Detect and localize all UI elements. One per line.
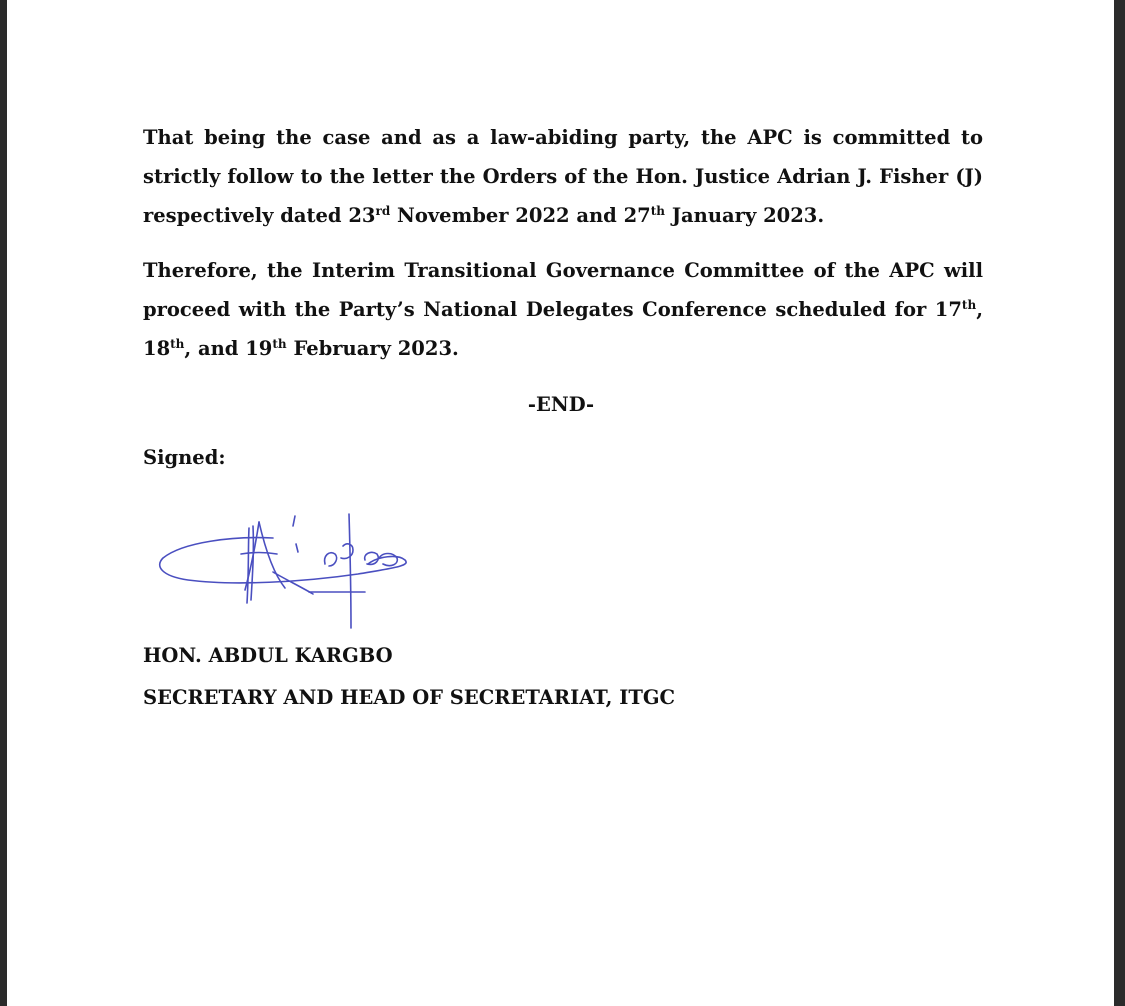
paragraph-conference-text-b: , 18 (143, 298, 983, 360)
signature-tail-stroke (273, 572, 313, 594)
paragraph-conference-text-d: February 2023. (286, 337, 459, 360)
signatory-title: SECRETARY AND HEAD OF SECRETARIAT, ITGC (143, 686, 676, 709)
viewer-left-edge (0, 0, 7, 1006)
end-marker: -END- (527, 393, 595, 416)
signature-tick-stroke (296, 544, 298, 552)
paragraph-orders-text-b: November 2022 and 27 (390, 204, 651, 227)
signature-tick-stroke (293, 516, 295, 526)
paragraph-orders (143, 118, 983, 235)
paragraph-conference (143, 251, 983, 368)
ordinal-suffix: rd (375, 204, 391, 218)
signature-loop-stroke (160, 538, 406, 583)
ordinal-suffix: th (170, 337, 185, 351)
ordinal-suffix: th (650, 204, 666, 218)
signed-label: Signed: (143, 446, 226, 469)
signatory-name: HON. ABDUL KARGBO (143, 644, 393, 667)
signature-cross-stroke (241, 553, 277, 555)
paragraph-conference-text-a: Therefore, the Interim Transitional Governance Committee of the APC will proceed with the Party’s National Delegates Conference scheduled for 17 (143, 259, 983, 321)
signature-vertical-stroke (247, 528, 249, 603)
signature-letter-stroke (341, 544, 353, 559)
signature-vertical-stroke (259, 522, 285, 588)
signature-long-vertical-stroke (349, 514, 351, 628)
viewer-right-edge (1114, 0, 1125, 1006)
signature-letter-stroke (379, 554, 397, 566)
paragraph-conference-text-c: , and 19 (184, 337, 273, 360)
document-page (7, 0, 1114, 1006)
signature-letter-stroke (325, 553, 337, 566)
paragraph-orders-text-a: That being the case and as a law-abiding party, the APC is committed to strictly follow to the letter the Orders of the Hon. Justice Adrian J. Fisher (J) respectively dated 23 (143, 126, 983, 227)
signature-letter-stroke (365, 552, 379, 564)
ordinal-suffix: th (961, 298, 977, 312)
handwritten-signature (153, 508, 423, 633)
ordinal-suffix: th (272, 337, 287, 351)
paragraph-orders-text-c: January 2023. (665, 204, 825, 227)
